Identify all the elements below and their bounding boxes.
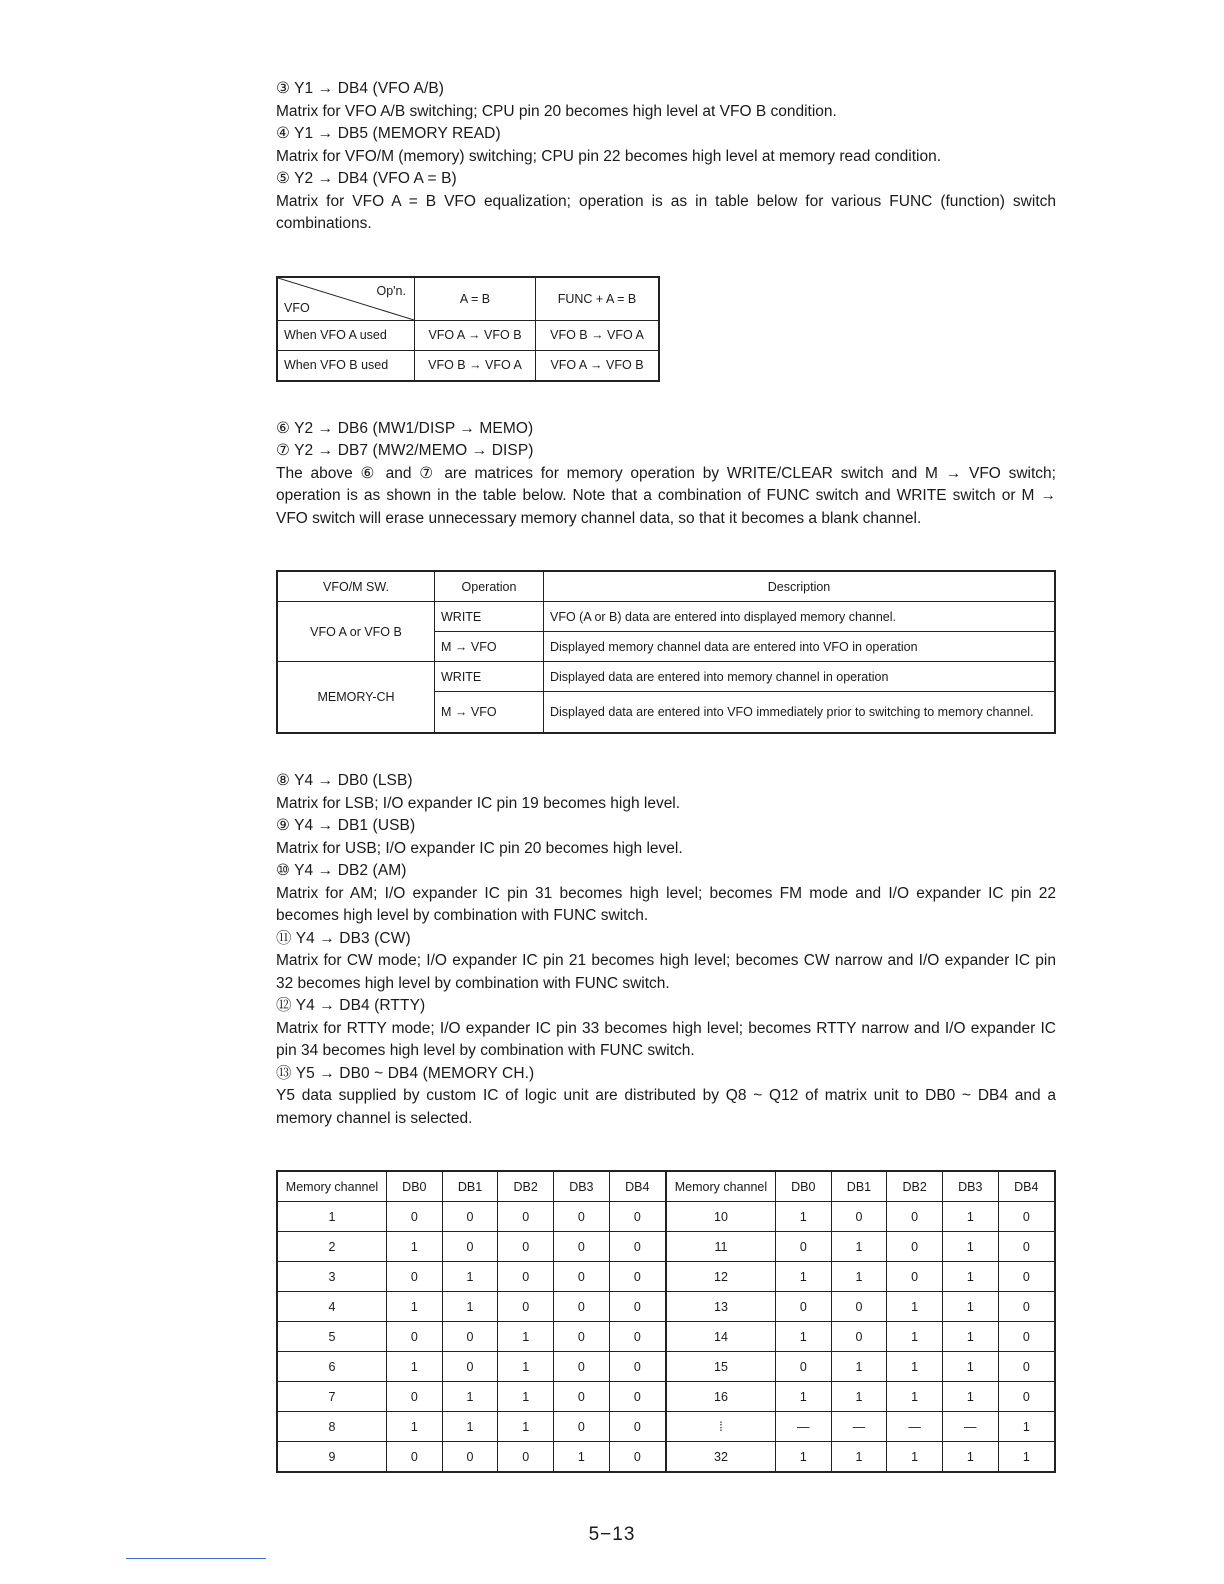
table-cell: 0 [442, 1232, 498, 1262]
table-cell: VFO A → VFO B [536, 350, 660, 381]
table-cell: 0 [998, 1322, 1055, 1352]
table-cell: 32 [666, 1442, 776, 1473]
table-cell: 1 [387, 1232, 443, 1262]
table-cell: 0 [887, 1262, 943, 1292]
table-cell: — [831, 1412, 887, 1442]
table-cell: 1 [498, 1382, 554, 1412]
table-cell: 0 [387, 1202, 443, 1232]
column-header: DB2 [887, 1171, 943, 1202]
table-cell: 4 [277, 1292, 387, 1322]
column-header: DB0 [387, 1171, 443, 1202]
table-cell: 0 [831, 1322, 887, 1352]
column-header: Description [544, 571, 1056, 602]
table-cell: 0 [609, 1292, 666, 1322]
table-cell: 0 [554, 1412, 610, 1442]
corner-top-label: Op'n. [376, 283, 406, 298]
table-cell: 1 [831, 1262, 887, 1292]
table-cell: 0 [831, 1292, 887, 1322]
column-header: DB4 [998, 1171, 1055, 1202]
table-cell: 6 [277, 1352, 387, 1382]
table-cell: 0 [998, 1382, 1055, 1412]
table-cell: — [942, 1412, 998, 1442]
table-cell: 0 [609, 1232, 666, 1262]
table-cell: 0 [387, 1382, 443, 1412]
table-cell: VFO (A or B) data are entered into displayed memory channel. [544, 602, 1056, 632]
paragraph: The above ⑥ and ⑦ are matrices for memory operation by WRITE/CLEAR switch and M → VFO switch; operation is as shown in the table below. Note that a combination of FUNC switch and WRITE switch or M → VFO switch will erase unnecessary memory channel data, so that it becomes a blank channel. [276, 464, 1056, 527]
table-cell: 1 [942, 1202, 998, 1232]
table-corner-cell [277, 277, 415, 321]
column-header: DB0 [775, 1171, 831, 1202]
table-cell: 12 [666, 1262, 776, 1292]
table-cell: 0 [831, 1202, 887, 1232]
table-cell: 1 [942, 1262, 998, 1292]
table-cell: 1 [831, 1352, 887, 1382]
table-cell: 0 [609, 1202, 666, 1232]
table-cell: VFO B → VFO A [415, 350, 536, 381]
paragraph: Matrix for AM; I/O expander IC pin 31 becomes high level; becomes FM mode and I/O expander IC pin 22 becomes high level by combination with FUNC switch. [276, 884, 1056, 924]
table-cell: 1 [942, 1442, 998, 1473]
column-header: FUNC + A = B [536, 277, 660, 321]
table-row [277, 662, 1055, 692]
table-cell: 10 [666, 1202, 776, 1232]
table-cell: 9 [277, 1442, 387, 1473]
table-header-row [277, 1171, 1055, 1202]
table-cell: WRITE [435, 602, 544, 632]
table-cell: 0 [998, 1292, 1055, 1322]
table-row [277, 1412, 1055, 1442]
table-cell: 1 [442, 1412, 498, 1442]
column-header: Operation [435, 571, 544, 602]
column-header: Memory channel [666, 1171, 776, 1202]
table-cell: 0 [887, 1202, 943, 1232]
table-row [277, 1382, 1055, 1412]
table-cell: 1 [887, 1322, 943, 1352]
table-cell: 1 [942, 1232, 998, 1262]
table-cell: 0 [609, 1352, 666, 1382]
table-cell: — [887, 1412, 943, 1442]
table-cell: 0 [609, 1262, 666, 1292]
table-cell: 1 [942, 1352, 998, 1382]
section-heading: ⑦ Y2 → DB7 (MW2/MEMO → DISP) [276, 442, 534, 459]
section-heading: ⑧ Y4 → DB0 (LSB) [276, 772, 413, 789]
table-cell: 0 [609, 1442, 666, 1473]
table-cell: 0 [609, 1412, 666, 1442]
table-cell: 0 [887, 1232, 943, 1262]
table-cell: 1 [887, 1382, 943, 1412]
table-cell: 13 [666, 1292, 776, 1322]
table-cell: 2 [277, 1232, 387, 1262]
table-row [277, 1292, 1055, 1322]
table-row [277, 1232, 1055, 1262]
table-cell: 0 [775, 1292, 831, 1322]
table-cell: 1 [498, 1412, 554, 1442]
paragraph: Matrix for RTTY mode; I/O expander IC pin 33 becomes high level; becomes RTTY narrow and I/O expander IC pin 34 becomes high level by combination with FUNC switch. [276, 1019, 1056, 1059]
table-row [277, 1202, 1055, 1232]
corner-bottom-label: VFO [284, 300, 310, 315]
table-row [277, 320, 659, 350]
table-cell: 1 [831, 1382, 887, 1412]
column-header: DB2 [498, 1171, 554, 1202]
table-cell: 0 [554, 1352, 610, 1382]
table-cell: 0 [609, 1322, 666, 1352]
paragraph: Y5 data supplied by custom IC of logic unit are distributed by Q8 ~ Q12 of matrix unit to DB0 ~ DB4 and a memory channel is selected. [276, 1087, 1056, 1127]
table-cell: 1 [775, 1202, 831, 1232]
table-cell: When VFO A used [277, 320, 415, 350]
table-cell: 0 [442, 1322, 498, 1352]
group-cell: VFO A or VFO B [277, 602, 435, 662]
table-cell: 11 [666, 1232, 776, 1262]
table-cell: 0 [498, 1442, 554, 1473]
table-cell: 0 [387, 1442, 443, 1473]
section-heading: ⑨ Y4 → DB1 (USB) [276, 817, 416, 834]
table-row [277, 1442, 1055, 1473]
column-header: DB3 [942, 1171, 998, 1202]
table-cell: M → VFO [435, 632, 544, 662]
table-cell: 5 [277, 1322, 387, 1352]
table-cell: 1 [554, 1442, 610, 1473]
table-cell: 0 [775, 1232, 831, 1262]
paragraph: Matrix for VFO/M (memory) switching; CPU pin 22 becomes high level at memory read condition. [276, 147, 942, 165]
table-cell: 0 [498, 1202, 554, 1232]
table-cell: 0 [998, 1262, 1055, 1292]
table-cell: 8 [277, 1412, 387, 1442]
table-cell: 1 [442, 1262, 498, 1292]
paragraph: Matrix for USB; I/O expander IC pin 20 becomes high level. [276, 839, 683, 857]
table-cell: 1 [775, 1382, 831, 1412]
vfo-equalization-table [276, 276, 660, 382]
table-cell: Displayed memory channel data are entered into VFO in operation [544, 632, 1056, 662]
table-cell: 0 [998, 1352, 1055, 1382]
table-row [277, 350, 659, 381]
table-cell: VFO B → VFO A [536, 320, 660, 350]
table-cell: 0 [442, 1442, 498, 1473]
column-header: DB3 [554, 1171, 610, 1202]
table-cell: VFO A → VFO B [415, 320, 536, 350]
table-cell: 1 [442, 1292, 498, 1322]
table-cell: 0 [554, 1262, 610, 1292]
table-cell: 0 [554, 1232, 610, 1262]
column-header: VFO/M SW. [277, 571, 435, 602]
table-cell: When VFO B used [277, 350, 415, 381]
table-cell: M → VFO [435, 692, 544, 734]
table-cell: 1 [887, 1442, 943, 1473]
table-cell: 1 [775, 1322, 831, 1352]
memory-operation-table [276, 570, 1056, 734]
paragraph: Matrix for CW mode; I/O expander IC pin 21 becomes high level; becomes CW narrow and I/O expander IC pin 32 becomes high level by combination with FUNC switch. [276, 952, 1056, 992]
divider-line [126, 1558, 266, 1559]
table-cell: 7 [277, 1382, 387, 1412]
table-cell: 0 [498, 1292, 554, 1322]
section-heading: ③ Y1 → DB4 (VFO A/B) [276, 80, 445, 97]
table-cell: 0 [609, 1382, 666, 1412]
section-heading: ⑩ Y4 → DB2 (AM) [276, 862, 407, 879]
table-row [277, 1262, 1055, 1292]
table-cell: 0 [498, 1262, 554, 1292]
memory-channel-table [276, 1170, 1056, 1473]
table-cell: 1 [498, 1352, 554, 1382]
table-cell: 16 [666, 1382, 776, 1412]
table-cell: 0 [442, 1202, 498, 1232]
paragraph: Matrix for LSB; I/O expander IC pin 19 becomes high level. [276, 794, 681, 812]
table-cell: WRITE [435, 662, 544, 692]
section-heading: ⑪ Y4 → DB3 (CW) [276, 929, 411, 947]
table-cell: 1 [442, 1382, 498, 1412]
table-cell: 1 [775, 1442, 831, 1473]
table-cell: 1 [831, 1232, 887, 1262]
table-cell: 0 [387, 1262, 443, 1292]
table-row [277, 1352, 1055, 1382]
table-cell: — [775, 1412, 831, 1442]
table-cell: 1 [387, 1292, 443, 1322]
section-heading: ⑫ Y4 → DB4 (RTTY) [276, 997, 426, 1014]
section-heading: ⑤ Y2 → DB4 (VFO A = B) [276, 170, 457, 187]
table-cell: 15 [666, 1352, 776, 1382]
table-cell: 0 [554, 1322, 610, 1352]
section-heading: ④ Y1 → DB5 (MEMORY READ) [276, 125, 501, 142]
table-row [277, 1322, 1055, 1352]
table-cell: 1 [387, 1352, 443, 1382]
page-content [276, 78, 1056, 1473]
table-cell: 1 [498, 1322, 554, 1352]
table-cell: Displayed data are entered into memory channel in operation [544, 662, 1056, 692]
table-cell: 1 [887, 1352, 943, 1382]
table-cell: 0 [775, 1352, 831, 1382]
table-cell: 1 [831, 1442, 887, 1473]
table-cell: 3 [277, 1262, 387, 1292]
table-cell: 14 [666, 1322, 776, 1352]
group-cell: MEMORY-CH [277, 662, 435, 734]
table-cell: 0 [554, 1202, 610, 1232]
paragraph: Matrix for VFO A = B VFO equalization; operation is as in table below for various FUNC (function) switch combinations. [276, 192, 1056, 232]
table-cell: 0 [498, 1232, 554, 1262]
table-cell: 0 [998, 1202, 1055, 1232]
table-cell: Displayed data are entered into VFO immediately prior to switching to memory channel. [544, 692, 1056, 734]
table-cell: 1 [775, 1262, 831, 1292]
table-cell: 0 [387, 1322, 443, 1352]
table-cell: 1 [387, 1412, 443, 1442]
table-cell: 1 [942, 1322, 998, 1352]
column-header: Memory channel [277, 1171, 387, 1202]
table-cell: 1 [942, 1292, 998, 1322]
table-cell: ⁞ [666, 1412, 776, 1442]
table-cell: 1 [887, 1292, 943, 1322]
column-header: DB1 [442, 1171, 498, 1202]
table-cell: 1 [942, 1382, 998, 1412]
section-heading: ⑬ Y5 → DB0 ~ DB4 (MEMORY CH.) [276, 1064, 535, 1082]
table-cell: 1 [277, 1202, 387, 1232]
table-cell: 0 [554, 1382, 610, 1412]
column-header: DB4 [609, 1171, 666, 1202]
table-row [277, 602, 1055, 632]
section-heading: ⑥ Y2 → DB6 (MW1/DISP → MEMO) [276, 419, 534, 437]
page-number: 5−13 [588, 1524, 636, 1545]
table-cell: 1 [998, 1442, 1055, 1473]
table-cell: 0 [442, 1352, 498, 1382]
table-cell: 0 [998, 1232, 1055, 1262]
paragraph: Matrix for VFO A/B switching; CPU pin 20 becomes high level at VFO B condition. [276, 102, 837, 120]
table-cell: 0 [554, 1292, 610, 1322]
table-cell: 1 [998, 1412, 1055, 1442]
column-header: A = B [415, 277, 536, 321]
column-header: DB1 [831, 1171, 887, 1202]
